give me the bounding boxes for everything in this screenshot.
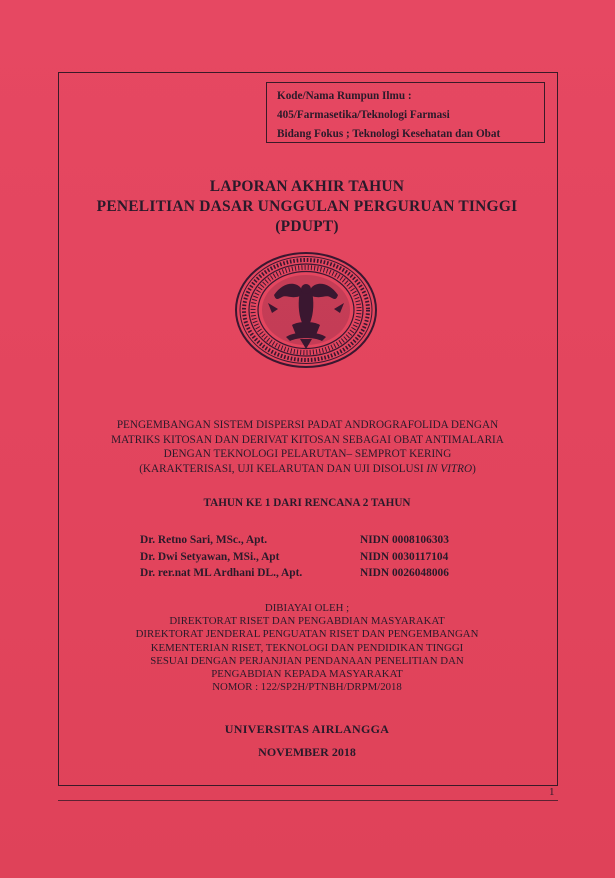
team-member — [140, 549, 500, 566]
field-code-value: 405/Farmasetika/Teknologi Farmasi — [277, 109, 450, 121]
university-name: UNIVERSITAS AIRLANGGA — [224, 722, 390, 736]
footer-divider — [58, 800, 558, 801]
report-title-line3: (PDUPT) — [275, 218, 339, 235]
funding-statement — [58, 602, 556, 694]
page-number: 1 — [549, 786, 555, 798]
report-date: NOVEMBER 2018 — [258, 745, 356, 759]
funded-by-label: DIBIAYAI OLEH ; — [264, 602, 350, 614]
agreement-line: PENGABDIAN KEPADA MASYARAKAT — [211, 668, 403, 681]
funder-line: KEMENTERIAN RISET, TEKNOLOGI DAN PENDIDIKAN TINGGI — [150, 641, 464, 654]
subject-line4: (KARAKTERISASI, UJI KELARUTAN DAN UJI DISOLUSI IN VITRO) — [139, 462, 476, 475]
university-seal-icon — [234, 251, 378, 369]
subject-line2: MATRIKS KITOSAN DAN DERIVAT KITOSAN SEBAGAI OBAT ANTIMALARIA — [111, 433, 504, 446]
member-name: Dr. rer.nat ML Ardhani DL., Apt. — [140, 567, 303, 579]
report-title-line1: LAPORAN AKHIR TAHUN — [209, 178, 405, 195]
team-member — [140, 532, 500, 549]
focus-area: Bidang Fokus ; Teknologi Kesehatan dan Obat — [277, 128, 501, 140]
funder-line: DIREKTORAT RISET DAN PENGABDIAN MASYARAKAT — [169, 615, 445, 628]
team-member — [140, 565, 500, 582]
subject-line1: PENGEMBANGAN SISTEM DISPERSI PADAT ANDROGRAFOLIDA DENGAN — [116, 419, 499, 431]
report-title-line2: PENELITIAN DASAR UNGGULAN PERGURUAN TINGGI — [96, 198, 518, 215]
research-subject — [70, 418, 545, 476]
research-field-box — [266, 82, 545, 143]
member-nidn: NIDN 0030117104 — [360, 550, 449, 563]
member-nidn: NIDN 0026048006 — [360, 567, 449, 579]
member-name: Dr. Retno Sari, MSc., Apt. — [140, 534, 268, 546]
year-of-plan: TAHUN KE 1 DARI RENCANA 2 TAHUN — [203, 497, 411, 509]
member-name: Dr. Dwi Setyawan, MSi., Apt — [140, 550, 280, 563]
agreement-line: SESUAI DENGAN PERJANJIAN PENDANAAN PENELITIAN DAN — [150, 654, 464, 667]
funder-line: DIREKTORAT JENDERAL PENGUATAN RISET DAN PENGEMBANGAN — [135, 628, 479, 641]
research-team — [140, 532, 500, 582]
contract-number: NOMOR : 122/SP2H/PTNBH/DRPM/2018 — [212, 681, 402, 694]
field-code-label: Kode/Nama Rumpun Ilmu : — [277, 90, 412, 102]
member-nidn: NIDN 0008106303 — [360, 534, 449, 546]
subject-line3: DENGAN TEKNOLOGI PELARUTAN– SEMPROT KERING — [163, 448, 452, 460]
